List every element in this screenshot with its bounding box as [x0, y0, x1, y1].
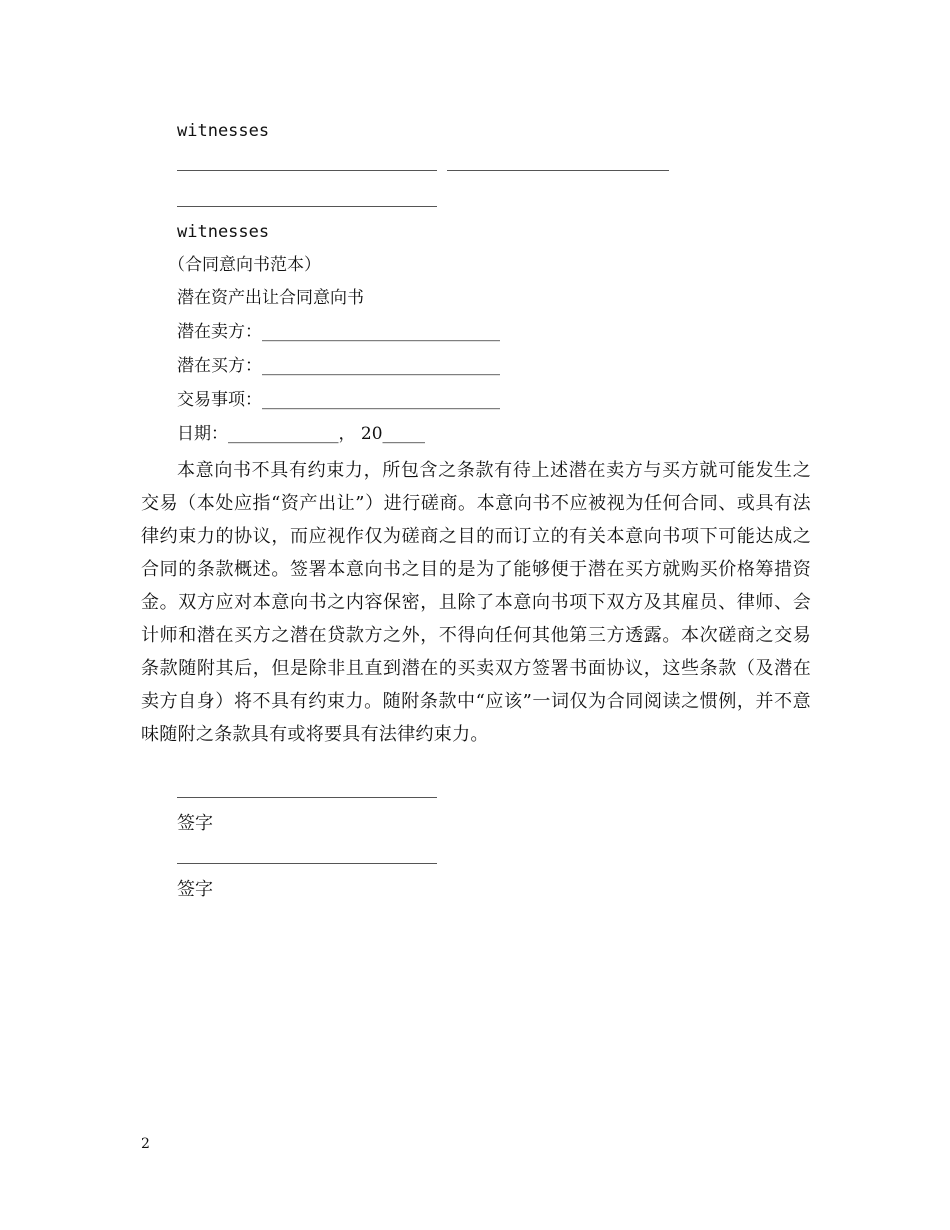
witnesses-label-top: witnesses: [177, 121, 270, 141]
signature-line-2: [177, 863, 437, 864]
body-paragraph: 本意向书不具有约束力，所包含之条款有待上述潜在卖方与买方就可能发生之交易（本处应指“资产出让”）进行磋商。本意向书不应被视为任何合同、或具有法律约束力的协议，而应视作仅为磋商之目的而订立的有关本意向书项下可能达成之合同的条款概述。签署本意向书之目的是为了能够便于潜在买方就购买价格筹措资金。双方应对本意向书之内容保密，且除了本意向书项下双方及其雇员、律师、会计师和潜在买方之潜在贷款方之外，不得向任何其他第三方透露。本次磋商之交易条款随附其后，但是除非且直到潜在的买卖双方签署书面协议，这些条款（及潜在卖方自身）将不具有约束力。随附条款中“应该”一词仅为合同阅读之惯例，并不意味随附之条款具有或将要具有法律约束力。: [141, 460, 811, 745]
witnesses-label-second: witnesses: [177, 222, 270, 242]
signature-label-2: 签字: [177, 879, 213, 900]
seller-field: 潜在卖方：____________________________: [177, 322, 500, 342]
buyer-field: 潜在买方：____________________________: [177, 356, 500, 376]
page-number: 2: [141, 1136, 150, 1152]
witness-signature-line-2: [447, 170, 669, 171]
signature-label-1: 签字: [177, 813, 213, 834]
witness-signature-line-1: [177, 170, 437, 171]
date-field: 日期：_____________， 20_____: [177, 424, 426, 444]
witness-signature-line-3: [177, 206, 437, 207]
template-title: （合同意向书范本）: [168, 255, 321, 275]
matter-field: 交易事项：____________________________: [177, 390, 500, 410]
signature-line-1: [177, 797, 437, 798]
document-title: 潜在资产出让合同意向书: [177, 288, 364, 308]
